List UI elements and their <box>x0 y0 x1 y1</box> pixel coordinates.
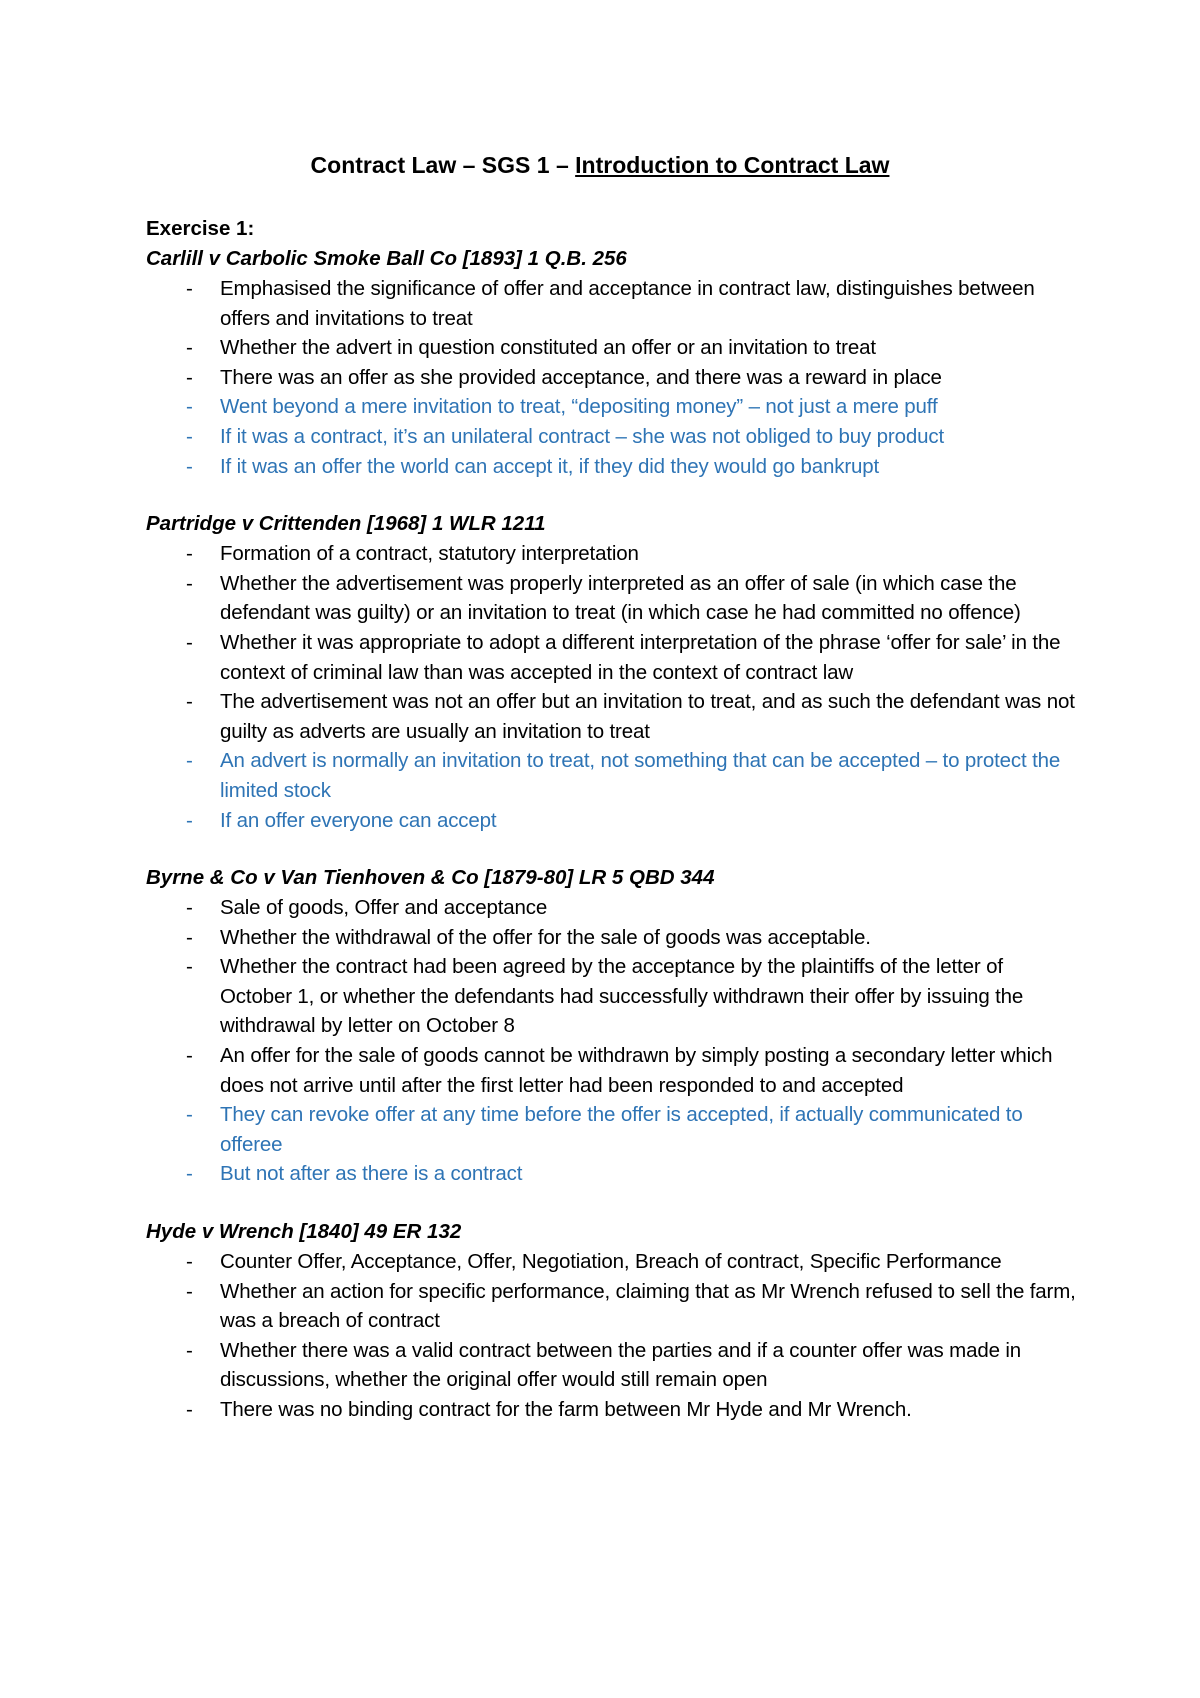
case-section <box>146 1217 1076 1425</box>
dash-bullet-icon: - <box>186 630 193 654</box>
bullet-point <box>146 1277 1076 1336</box>
dash-bullet-icon: - <box>186 896 193 920</box>
bullet-point <box>146 952 1076 1041</box>
case-title: Partridge v Crittenden [1968] 1 WLR 1211 <box>146 512 546 536</box>
bullet-text: But not after as there is a contract <box>220 1162 523 1186</box>
case-title: Byrne & Co v Van Tienhoven & Co [1879-80] LR 5 QBD 344 <box>146 866 715 890</box>
bullet-text: Whether the advertisement was properly interpreted as an offer of sale (in which case the defendant was guilty) or an invitation to treat (in which case he had committed no offence) <box>220 571 1021 625</box>
dash-bullet-icon: - <box>186 808 193 832</box>
dash-bullet-icon: - <box>186 365 193 389</box>
dash-bullet-icon: - <box>186 1162 193 1186</box>
page-title-prefix: Contract Law – SGS 1 – <box>310 152 576 178</box>
dash-bullet-icon: - <box>186 1279 193 1303</box>
dash-bullet-icon: - <box>186 277 193 300</box>
bullet-text: Whether there was a valid contract between the parties and if a counter offer was made in discussions, whether the original offer would still remain open <box>220 1338 1022 1392</box>
bullet-point <box>146 687 1076 746</box>
bullet-text: Counter Offer, Acceptance, Offer, Negotiation, Breach of contract, Specific Performance <box>220 1250 1002 1274</box>
bullet-text: Whether the withdrawal of the offer for the sale of goods was acceptable. <box>220 925 871 949</box>
dash-bullet-icon: - <box>186 454 193 478</box>
dash-bullet-icon: - <box>186 690 193 714</box>
dash-bullet-icon: - <box>186 1250 193 1274</box>
bullet-point <box>146 1159 1076 1189</box>
bullet-text: Whether an action for specific performance, claiming that as Mr Wrench refused to sell the farm, was a breach of contract <box>220 1279 1076 1333</box>
document-body <box>146 214 1076 1453</box>
bullet-point <box>146 923 1076 953</box>
exercise-heading: Exercise 1: <box>146 217 255 240</box>
case-points <box>146 539 1076 835</box>
case-points <box>146 1247 1076 1425</box>
bullet-point <box>146 628 1076 687</box>
bullet-point <box>146 1336 1076 1395</box>
bullet-text: Whether the contract had been agreed by the acceptance by the plaintiffs of the letter of October 1, or whether the defendants had successfully withdrawn their offer by issuing the withdrawal by letter on October 8 <box>220 955 1024 1038</box>
bullet-text: There was an offer as she provided acceptance, and there was a reward in place <box>220 365 942 389</box>
bullet-point <box>146 569 1076 628</box>
bullet-text: Formation of a contract, statutory interpretation <box>220 542 639 566</box>
dash-bullet-icon: - <box>186 424 193 448</box>
case-list <box>146 244 1076 1425</box>
dash-bullet-icon: - <box>186 1398 193 1421</box>
bullet-point <box>146 1100 1076 1159</box>
dash-bullet-icon: - <box>186 1338 193 1362</box>
dash-bullet-icon: - <box>186 1103 193 1127</box>
bullet-text: There was no binding contract for the farm between Mr Hyde and Mr Wrench. <box>220 1398 912 1421</box>
case-title: Carlill v Carbolic Smoke Ball Co [1893] 1 Q.B. 256 <box>146 247 627 270</box>
dash-bullet-icon: - <box>186 571 193 595</box>
case-section <box>146 244 1076 481</box>
bullet-text: An offer for the sale of goods cannot be withdrawn by simply posting a secondary letter which does not arrive until after the first letter had been responded to and accepted <box>220 1044 1053 1097</box>
case-section <box>146 863 1076 1189</box>
page-title-underlined: Introduction to Contract Law <box>575 152 890 178</box>
dash-bullet-icon: - <box>186 395 193 419</box>
bullet-point <box>146 539 1076 569</box>
dash-bullet-icon: - <box>186 542 193 566</box>
dash-bullet-icon: - <box>186 925 193 949</box>
bullet-point <box>146 1395 1076 1425</box>
bullet-point <box>146 422 1076 452</box>
bullet-text: Sale of goods, Offer and acceptance <box>220 896 548 920</box>
bullet-point <box>146 274 1076 333</box>
case-points <box>146 274 1076 481</box>
bullet-point <box>146 806 1076 836</box>
bullet-text: Emphasised the significance of offer and acceptance in contract law, distinguishes between offers and invitations to treat <box>220 277 1035 330</box>
bullet-text: An advert is normally an invitation to treat, not something that can be accepted – to protect the limited stock <box>220 749 1061 802</box>
bullet-point <box>146 452 1076 482</box>
bullet-point <box>146 333 1076 363</box>
bullet-point <box>146 392 1076 422</box>
bullet-point <box>146 1247 1076 1277</box>
dash-bullet-icon: - <box>186 749 193 773</box>
case-section <box>146 509 1076 835</box>
page-title <box>0 150 1200 180</box>
case-points <box>146 893 1076 1189</box>
bullet-text: If an offer everyone can accept <box>220 808 497 832</box>
bullet-text: If it was a contract, it’s an unilateral contract – she was not obliged to buy product <box>220 424 944 448</box>
bullet-text: Went beyond a mere invitation to treat, “depositing money” – not just a mere puff <box>220 395 938 419</box>
bullet-text: Whether the advert in question constituted an offer or an invitation to treat <box>220 336 876 360</box>
bullet-text: The advertisement was not an offer but an invitation to treat, and as such the defendant was not guilty as adverts are usually an invitation to treat <box>220 690 1075 743</box>
bullet-point <box>146 363 1076 393</box>
bullet-text: They can revoke offer at any time before the offer is accepted, if actually communicated to offeree <box>220 1103 1023 1156</box>
bullet-text: Whether it was appropriate to adopt a different interpretation of the phrase ‘offer for sale’ in the context of criminal law than was accepted in the context of contract law <box>220 630 1061 684</box>
dash-bullet-icon: - <box>186 336 193 360</box>
bullet-text: If it was an offer the world can accept it, if they did they would go bankrupt <box>220 454 880 478</box>
dash-bullet-icon: - <box>186 1044 193 1068</box>
dash-bullet-icon: - <box>186 955 193 979</box>
bullet-point <box>146 746 1076 805</box>
bullet-point <box>146 893 1076 923</box>
bullet-point <box>146 1041 1076 1100</box>
case-title: Hyde v Wrench [1840] 49 ER 132 <box>146 1220 462 1244</box>
